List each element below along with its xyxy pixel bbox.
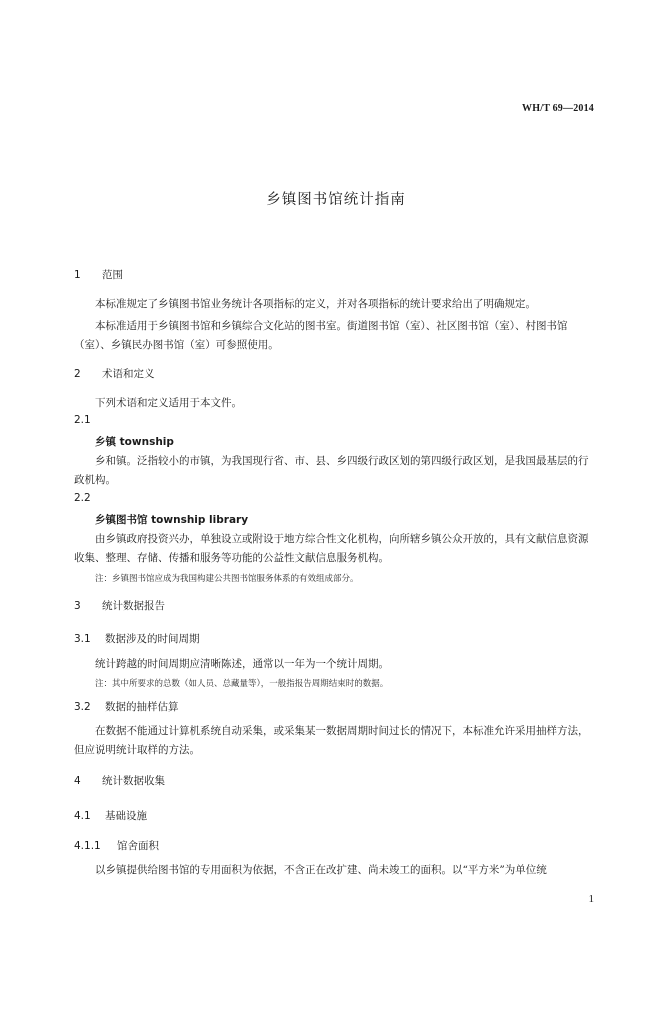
scope-paragraph-2: 本标准适用于乡镇图书馆和乡镇综合文化站的图书室。街道图书馆（室）、社区图书馆（室）、村图书馆（室）、乡镇民办图书馆（室）可参照使用。: [74, 320, 568, 351]
section-title: 术语和定义: [102, 368, 155, 380]
section-title: 统计数据报告: [102, 600, 165, 612]
page-number: 1: [588, 893, 594, 905]
term-2-2-note: 注：乡镇图书馆应成为我国构建公共图书馆服务体系的有效组成部分。: [95, 574, 359, 584]
section-2-heading: [74, 366, 155, 381]
term-2-2-name: 乡镇图书馆 township library: [95, 514, 249, 526]
section-number: 3.1: [74, 633, 91, 645]
standard-code: WH/T 69—2014: [522, 103, 594, 114]
section-4-1-1-heading: [74, 838, 159, 853]
section-3-1-note: 注：其中所要求的总数（如人员、总藏量等），一般指报告周期结束时的数据。: [95, 679, 389, 689]
document-title: 乡镇图书馆统计指南: [266, 192, 406, 208]
section-3-1-paragraph: 统计跨越的时间周期应清晰陈述，通常以一年为一个统计周期。: [95, 658, 389, 670]
section-number: 3.2: [74, 701, 91, 713]
term-2-1-number: 2.1: [74, 414, 91, 426]
section-title: 数据涉及的时间周期: [105, 633, 200, 645]
section-3-2-heading: [74, 699, 179, 714]
section-3-1-heading: [74, 631, 200, 646]
section-number: 4.1: [74, 810, 91, 822]
term-2-1-definition: 乡和镇。泛指较小的市镇，为我国现行省、市、县、乡四级行政区划的第四级行政区划，是我国最基层的行政机构。: [74, 455, 589, 486]
section-3-heading: [74, 598, 165, 613]
section-number: 4.1.1: [74, 840, 101, 852]
section-1-heading: [74, 267, 123, 282]
terms-intro: 下列术语和定义适用于本文件。: [95, 397, 242, 409]
term-2-2-number: 2.2: [74, 492, 91, 504]
section-number: 4: [74, 775, 81, 787]
section-title: 馆舍面积: [117, 840, 159, 852]
term-2-1-name: 乡镇 township: [95, 436, 174, 448]
section-title: 统计数据收集: [102, 775, 165, 787]
scope-paragraph-1: 本标准规定了乡镇图书馆业务统计各项指标的定义，并对各项指标的统计要求给出了明确规定。: [95, 298, 536, 310]
section-number: 3: [74, 600, 81, 612]
section-title: 范围: [102, 269, 123, 281]
section-number: 1: [74, 269, 81, 281]
section-4-1-heading: [74, 808, 147, 823]
section-3-2-paragraph: 在数据不能通过计算机系统自动采集，或采集某一数据周期时间过长的情况下，本标准允许采用抽样方法，但应说明统计取样的方法。: [74, 725, 589, 756]
section-4-heading: [74, 773, 165, 788]
section-number: 2: [74, 368, 81, 380]
section-4-1-1-paragraph: 以乡镇提供给图书馆的专用面积为依据，不含正在改扩建、尚未竣工的面积。以“平方米”为单位统: [95, 864, 547, 876]
term-2-2-definition: 由乡镇政府投资兴办，单独设立或附设于地方综合性文化机构，向所辖乡镇公众开放的，具有文献信息资源收集、整理、存储、传播和服务等功能的公益性文献信息服务机构。: [74, 533, 589, 564]
section-title: 数据的抽样估算: [105, 701, 179, 713]
section-title: 基础设施: [105, 810, 147, 822]
